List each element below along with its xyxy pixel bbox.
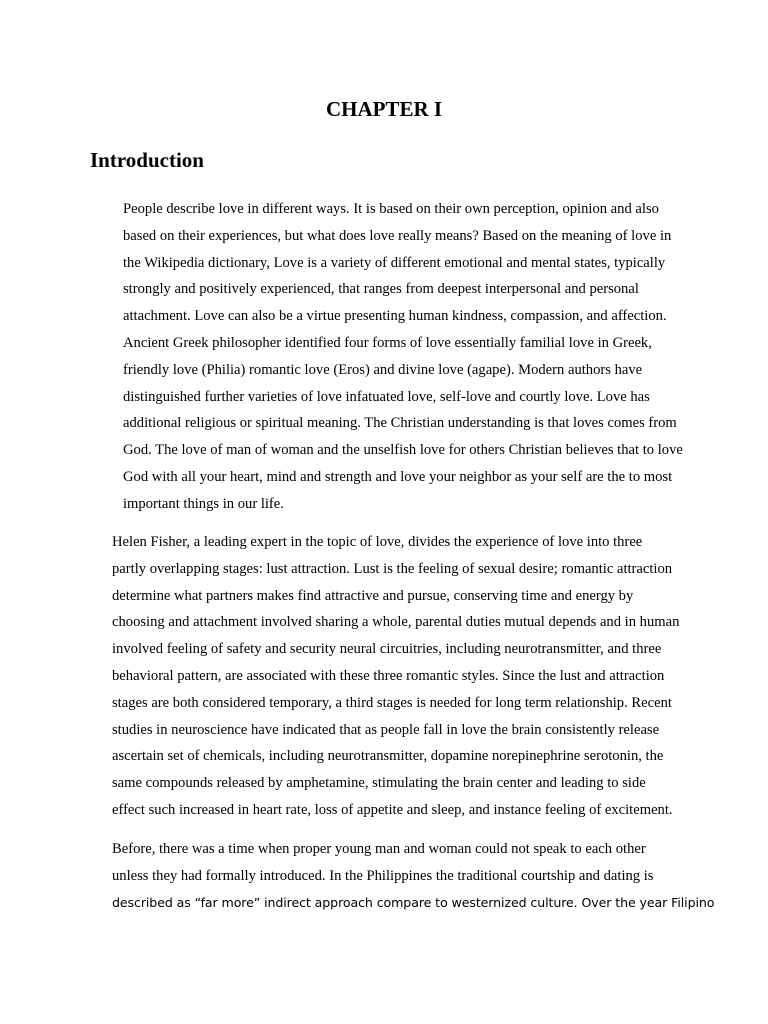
paragraph-3: [90, 836, 715, 916]
paragraph-line: important things in our life.: [123, 495, 284, 512]
paragraph-line: Helen Fisher, a leading expert in the topic of love, divides the experience of love into three: [112, 534, 643, 550]
paragraph-line: the Wikipedia dictionary, Love is a variety of different emotional and mental states, typically: [123, 254, 666, 271]
paragraph-line: People describe love in different ways. It is based on their own perception, opinion and also: [123, 201, 659, 217]
paragraph-line: additional religious or spiritual meaning. The Christian understanding is that loves comes from: [123, 415, 677, 432]
paragraph-line: choosing and attachment involved sharing a whole, parental duties mutual depends and in human: [112, 614, 680, 631]
paragraph-line: Before, there was a time when proper young man and woman could not speak to each other: [112, 841, 646, 857]
paragraph-1: [90, 196, 692, 518]
paragraph-line: Ancient Greek philosopher identified four forms of love essentially familial love in Greek,: [123, 334, 652, 351]
paragraph-line: determine what partners makes find attractive and pursue, conserving time and energy by: [112, 587, 634, 604]
paragraph-line: unless they had formally introduced. In the Philippines the traditional courtship and dating is: [112, 867, 654, 884]
chapter-title: CHAPTER I: [325, 97, 443, 121]
paragraph-line: attachment. Love can also be a virtue presenting human kindness, compassion, and affection.: [123, 308, 667, 325]
paragraph-line: based on their experiences, but what does love really means? Based on the meaning of love in: [123, 227, 672, 244]
paragraph-line: God with all your heart, mind and strength and love your neighbor as your self are the to most: [123, 468, 673, 485]
paragraph-line: partly overlapping stages: lust attraction. Lust is the feeling of sexual desire; romantic attraction: [112, 560, 673, 577]
paragraph-line: friendly love (Philia) romantic love (Eros) and divine love (agape). Modern authors have: [123, 361, 643, 378]
paragraph-line: involved feeling of safety and security neural circuitries, including neurotransmitter, and three: [112, 641, 662, 658]
paragraph-line: stages are both considered temporary, a third stages is needed for long term relationship. Recent: [112, 694, 672, 711]
paragraph-line: described as “far more” indirect approach compare to westernized culture. Over the year Filipino: [112, 894, 715, 910]
paragraph-line: studies in neuroscience have indicated that as people fall in love the brain consistently release: [112, 721, 660, 738]
paragraph-2: [90, 529, 692, 824]
paragraph-line: same compounds released by amphetamine, stimulating the brain center and leading to side: [112, 775, 646, 792]
paragraph-line: effect such increased in heart rate, loss of appetite and sleep, and instance feeling of excitement.: [112, 801, 673, 818]
paragraph-line: God. The love of man of woman and the unselfish love for others Christian believes that to love: [123, 442, 683, 459]
paragraph-line: strongly and positively experienced, that ranges from deepest interpersonal and personal: [123, 281, 639, 298]
section-heading: Introduction: [90, 148, 204, 172]
paragraph-line: behavioral pattern, are associated with these three romantic styles. Since the lust and attraction: [112, 667, 665, 684]
paragraph-line: ascertain set of chemicals, including neurotransmitter, dopamine norepinephrine serotonin, the: [112, 748, 664, 765]
paragraph-line: distinguished further varieties of love infatuated love, self-love and courtly love. Love has: [123, 388, 650, 405]
